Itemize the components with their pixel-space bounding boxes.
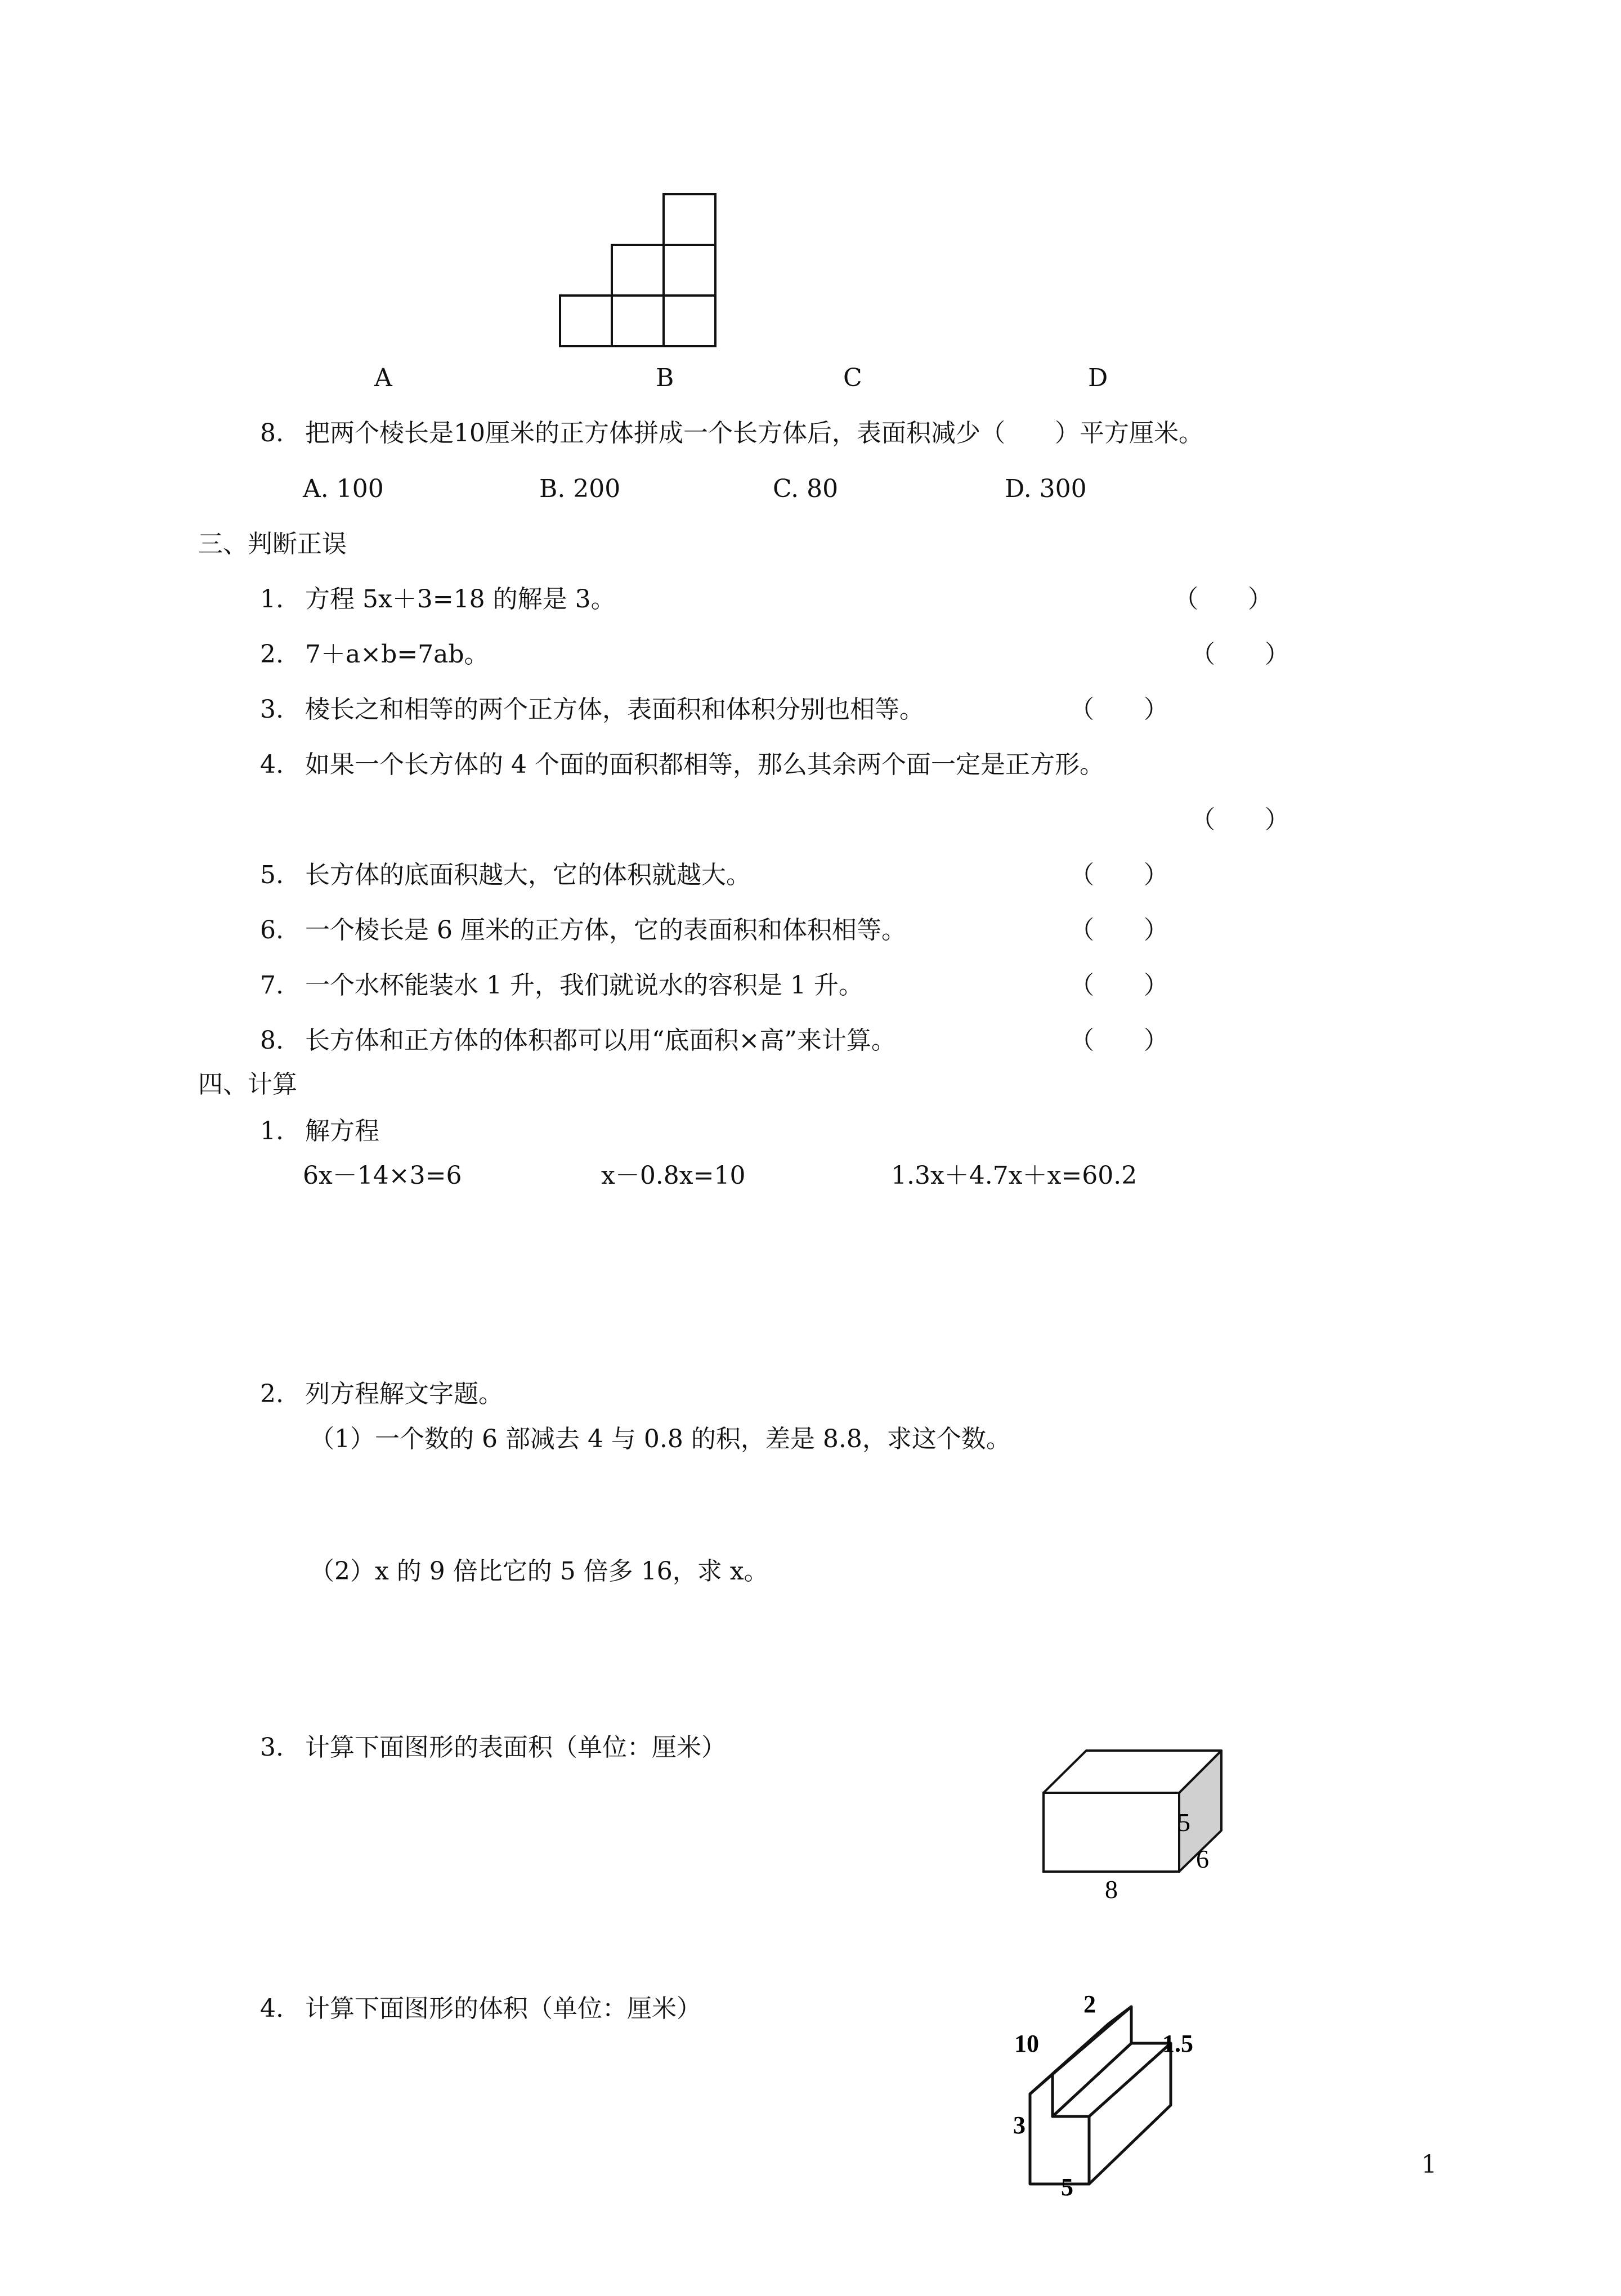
s3-item5-number: 5. [260, 861, 284, 889]
q8-text: 把两个棱长是10厘米的正方体拼成一个长方体后，表面积减少（ ）平方厘米。 [305, 419, 1203, 447]
cuboid-length-label: 8 [1105, 1875, 1118, 1903]
option-label-d: D [1088, 364, 1108, 392]
equation-1: 6x－14×3=6 [303, 1161, 462, 1190]
s4-q2-label: 列方程解文字题。 [305, 1380, 503, 1408]
prism-dim-10: 10 [1014, 2030, 1039, 2057]
s3-item6-paren: （ ） [1069, 916, 1168, 945]
s3-item4-text: 如果一个长方体的 4 个面的面积都相等，那么其余两个面一定是正方形。 [305, 750, 1104, 779]
q8-option-d: D. 300 [1005, 475, 1087, 503]
s3-item2-paren: （ ） [1190, 640, 1289, 669]
s3-item8-number: 8. [260, 1026, 284, 1055]
s3-item5-text: 长方体的底面积越大，它的体积就越大。 [305, 861, 751, 889]
s4-q2-number: 2. [260, 1380, 284, 1408]
section4-title: 四、计算 [198, 1070, 297, 1099]
s3-item3-text: 棱长之和相等的两个正方体，表面积和体积分别也相等。 [305, 695, 924, 724]
s4-q1-number: 1. [260, 1117, 284, 1145]
equation-2: x－0.8x=10 [601, 1161, 746, 1190]
cuboid-height-label: 5 [1177, 1808, 1190, 1837]
s3-item4-number: 4. [260, 750, 284, 779]
s3-item6-number: 6. [260, 916, 284, 945]
s4-q4-number: 4. [260, 1994, 284, 2023]
s3-item1-paren: （ ） [1174, 585, 1273, 614]
s3-item8-text: 长方体和正方体的体积都可以用“底面积×高”来计算。 [305, 1026, 896, 1055]
s3-item4-paren: （ ） [1190, 805, 1289, 834]
s4-q2-sub1: （1）一个数的 6 部减去 4 与 0.8 的积，差是 8.8，求这个数。 [310, 1425, 1011, 1453]
s3-item3-number: 3. [260, 695, 284, 724]
option-label-a: A [374, 364, 392, 392]
option-label-c: C [843, 364, 862, 392]
section3-title: 三、判断正误 [198, 530, 347, 558]
s3-item2-number: 2. [260, 640, 284, 669]
s3-item1-number: 1. [260, 585, 284, 614]
step-prism-figure [1013, 1979, 1199, 2204]
staircase-figure [557, 183, 726, 352]
s3-item8-paren: （ ） [1069, 1026, 1168, 1055]
prism-dim-3: 3 [1013, 2111, 1026, 2139]
prism-dim-2: 2 [1083, 1990, 1096, 2018]
s3-item3-paren: （ ） [1069, 695, 1168, 724]
s4-q3-label: 计算下面图形的表面积（单位：厘米） [305, 1733, 726, 1762]
s3-item1-text: 方程 5x＋3=18 的解是 3。 [305, 585, 616, 614]
q8-option-c: C. 80 [773, 475, 839, 503]
q8-option-b: B. 200 [539, 475, 621, 503]
equation-3: 1.3x＋4.7x＋x=60.2 [891, 1161, 1138, 1190]
s3-item5-paren: （ ） [1069, 861, 1168, 889]
q8-number: 8. [260, 419, 284, 447]
s3-item7-paren: （ ） [1069, 971, 1168, 1000]
s4-q3-number: 3. [260, 1733, 284, 1762]
option-label-b: B [656, 364, 674, 392]
s3-item7-text: 一个水杯能装水 1 升，我们就说水的容积是 1 升。 [305, 971, 863, 1000]
s3-item7-number: 7. [260, 971, 284, 1000]
page-number: 1 [1421, 2150, 1437, 2179]
s3-item6-text: 一个棱长是 6 厘米的正方体，它的表面积和体积相等。 [305, 916, 906, 945]
cuboid-depth-label: 6 [1196, 1845, 1209, 1873]
prism-dim-5: 5 [1061, 2173, 1073, 2201]
prism-dim-1-5: 1.5 [1162, 2030, 1193, 2057]
s3-item2-text: 7＋a×b=7ab。 [305, 640, 489, 669]
cuboid-figure [1036, 1739, 1227, 1903]
s4-q1-label: 解方程 [305, 1117, 379, 1145]
q8-option-a: A. 100 [303, 475, 384, 503]
s4-q4-label: 计算下面图形的体积（单位：厘米） [305, 1994, 701, 2023]
s4-q2-sub2: （2）x 的 9 倍比它的 5 倍多 16，求 x。 [310, 1557, 769, 1586]
